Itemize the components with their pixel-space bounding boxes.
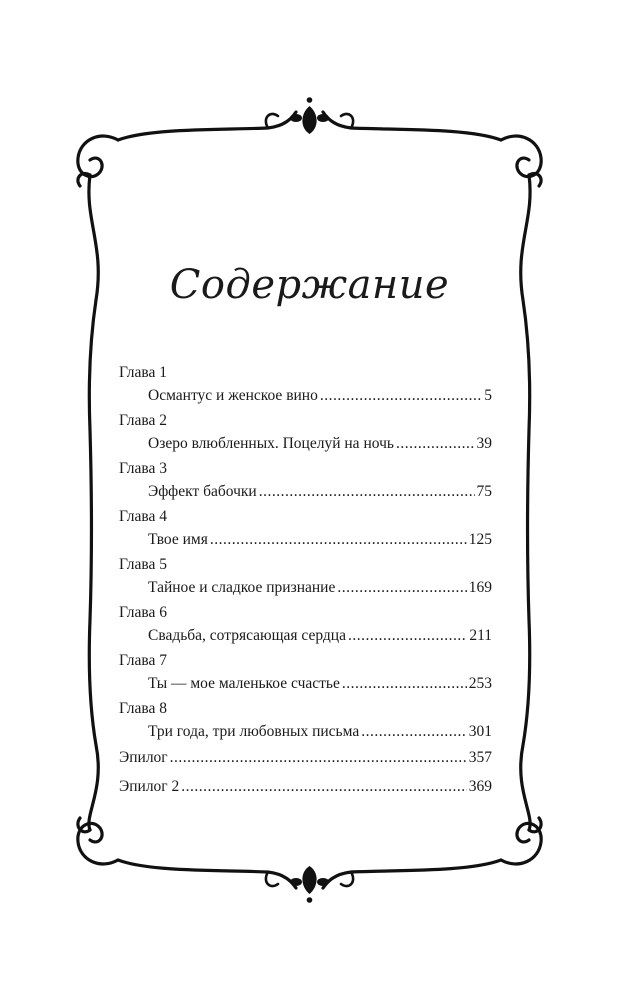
- page-number: 253: [468, 675, 492, 692]
- leader-dots: [259, 480, 475, 503]
- toc-entry: [119, 720, 492, 743]
- chapter-label: Глава 2: [119, 412, 168, 429]
- leader-dots: [348, 624, 467, 647]
- chapter-label: Глава 8: [119, 700, 168, 717]
- entry-title: Османтус и женское вино: [148, 387, 318, 404]
- page-title: Содержание: [169, 262, 450, 308]
- entry-title: Тайное и сладкое признание: [148, 579, 336, 596]
- entry-title: Свадьба, сотрясающая сердца: [148, 627, 346, 644]
- toc-entry: [119, 480, 492, 503]
- chapter-label: Глава 7: [119, 652, 168, 669]
- page-number: 369: [468, 778, 492, 795]
- toc-entry-epilogue: [119, 775, 492, 798]
- page-number: 357: [468, 749, 492, 766]
- chapter-label: Глава 4: [119, 508, 168, 525]
- page-number: 169: [468, 579, 492, 596]
- toc-entry: [119, 432, 492, 455]
- entry-title: Озеро влюбленных. Поцелуй на ночь: [148, 435, 394, 452]
- leader-dots: [320, 384, 482, 407]
- table-of-contents: [119, 362, 492, 804]
- toc-entry: [119, 576, 492, 599]
- entry-title: Три года, три любовных письма: [148, 723, 360, 740]
- toc-entry-epilogue: [119, 746, 492, 769]
- entry-title: Эпилог 2: [119, 778, 180, 795]
- chapter-label: Глава 1: [119, 364, 168, 381]
- chapter-label: Глава 6: [119, 604, 168, 621]
- page-number: 211: [469, 627, 492, 644]
- chapter-label: Глава 5: [119, 556, 168, 573]
- toc-entry: [119, 624, 492, 647]
- leader-dots: [337, 576, 466, 599]
- leader-dots: [342, 672, 467, 695]
- page-number: 75: [476, 483, 492, 500]
- entry-title: Эпилог: [119, 749, 168, 766]
- page-number: 5: [484, 387, 492, 404]
- page-number: 125: [468, 531, 492, 548]
- leader-dots: [210, 528, 467, 551]
- toc-entry: [119, 528, 492, 551]
- chapter-label: Глава 3: [119, 460, 168, 477]
- entry-title: Твое имя: [148, 531, 208, 548]
- leader-dots: [361, 720, 467, 743]
- toc-entry: [119, 672, 492, 695]
- toc-entry: [119, 384, 492, 407]
- entry-title: Эффект бабочки: [148, 483, 257, 500]
- leader-dots: [170, 746, 467, 769]
- entry-title: Ты — мое маленькое счастье: [148, 675, 340, 692]
- leader-dots: [181, 775, 466, 798]
- page-number: 301: [468, 723, 492, 740]
- leader-dots: [396, 432, 475, 455]
- page-number: 39: [476, 435, 492, 452]
